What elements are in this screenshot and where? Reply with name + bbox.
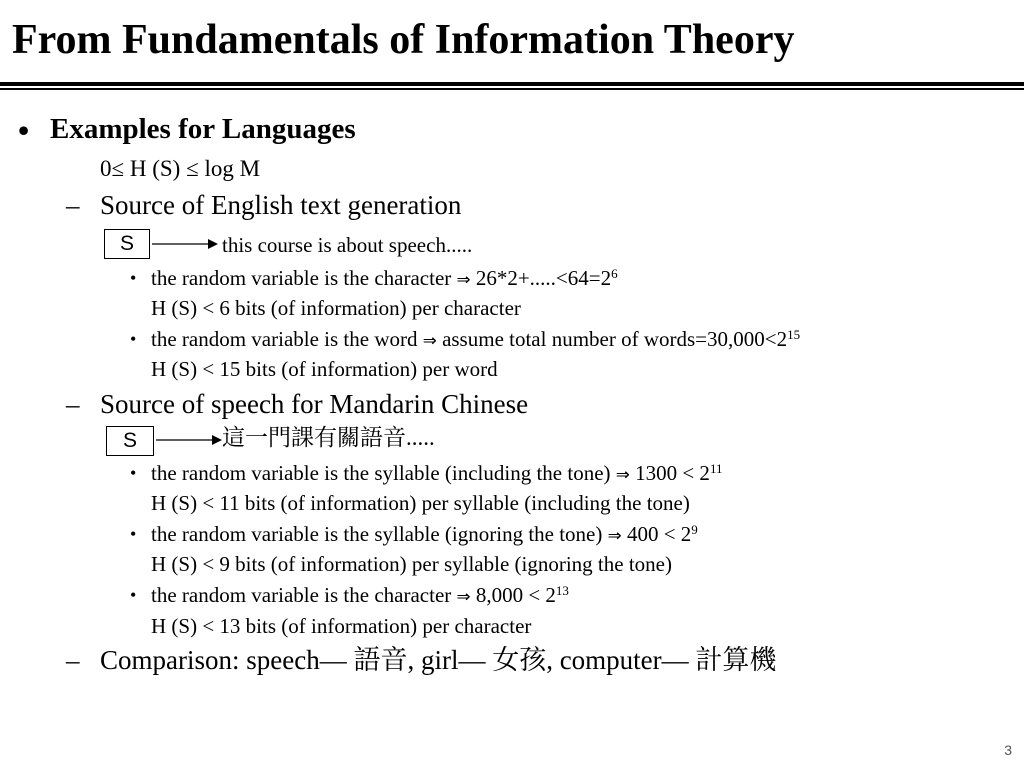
- slide-title: From Fundamentals of Information Theory: [12, 17, 795, 63]
- mandarin-syllable-tone-bound: H (S) < 11 bits (of information) per syllable (including the tone): [151, 491, 690, 515]
- implies-icon: ⇒: [456, 586, 471, 606]
- mandarin-example-text: 這一門課有關語音.....: [222, 425, 435, 450]
- english-word-bound: H (S) < 15 bits (of information) per word: [151, 357, 498, 381]
- mandarin-character-line: the random variable is the character ⇒ $8,000 < 2^{13}$: [151, 582, 569, 607]
- mandarin-syllable-notone-line: the random variable is the syllable (ignoring the tone) ⇒ $400 < 2^9$: [151, 521, 698, 546]
- mandarin-source-box: S: [106, 426, 154, 456]
- english-character-bound: H (S) < 6 bits (of information) per character: [151, 296, 521, 320]
- english-word-line: the random variable is the word ⇒ assume total number of $words=30,000<2^{15}$: [151, 326, 801, 351]
- comparison-dash: –: [66, 645, 80, 675]
- mandarin-character-bound: H (S) < 13 bits (of information) per character: [151, 614, 532, 638]
- mandarin-syllable-tone-line: the random variable is the syllable (including the tone) ⇒ $1300 < 2^{11}$: [151, 460, 723, 485]
- english-dash: –: [66, 190, 80, 220]
- mandarin-sub-bullet-1: •: [130, 463, 137, 483]
- implies-icon: ⇒: [456, 269, 471, 289]
- english-arrow-icon: [152, 238, 218, 250]
- mandarin-syllable-notone-bound: H (S) < 9 bits (of information) per syllable (ignoring the tone): [151, 552, 672, 576]
- english-sub-bullet-2: •: [130, 329, 137, 349]
- heading-examples-for-languages: Examples for Languages: [50, 113, 356, 145]
- implies-icon: ⇒: [422, 330, 437, 350]
- implies-icon: ⇒: [615, 464, 630, 484]
- title-divider-thick: [0, 82, 1024, 86]
- english-source-label: Source of English text generation: [100, 190, 462, 220]
- heading-bullet: •: [18, 112, 30, 148]
- comparison-line: Comparison: speech— 語音, girl— 女孩, computer— 計算機: [100, 645, 777, 675]
- mandarin-sub-bullet-2: •: [130, 524, 137, 544]
- mandarin-sub-bullet-3: •: [130, 585, 137, 605]
- page-number: 3: [1004, 742, 1012, 758]
- english-source-box: S: [104, 229, 150, 259]
- english-example-text: this course is about speech.....: [222, 233, 473, 257]
- mandarin-source-label: Source of speech for Mandarin Chinese: [100, 389, 529, 419]
- range-formula: 0≤ H (S) ≤ log M: [100, 156, 261, 181]
- title-divider-thin: [0, 88, 1024, 90]
- mandarin-arrow-icon: [156, 434, 222, 446]
- english-sub-bullet-1: •: [130, 268, 137, 288]
- mandarin-dash: –: [66, 389, 80, 419]
- english-character-line: the random variable is the character ⇒ $26*2+.....<64=2^6$: [151, 265, 618, 290]
- implies-icon: ⇒: [607, 525, 622, 545]
